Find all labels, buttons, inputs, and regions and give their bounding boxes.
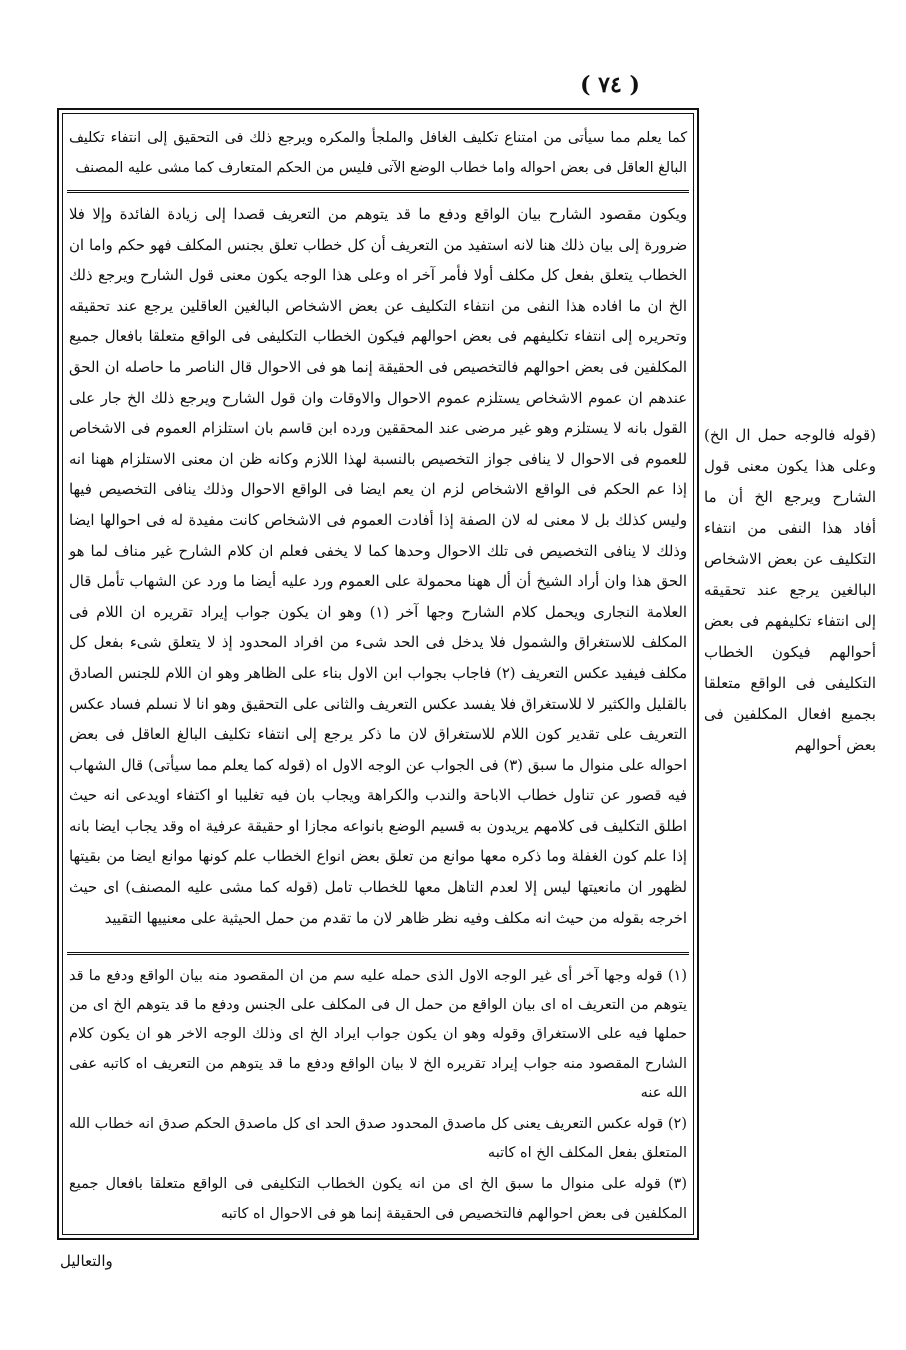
text-frame (57, 108, 699, 1240)
top-text: كما يعلم مما سيأتى من امتناع تكليف الغافل والملجأ والمكره ويرجع ذلك فى التحقيق إلى انتفاء تكليف البالغ العاقل فى بعض احواله واما خطاب الوضع الآتى فليس من الحكم المتعارف كما مشى عليه المصنف (69, 130, 687, 176)
main-paragraph: ويكون مقصود الشارح بيان الواقع ودفع ما قد يتوهم من التعريف قصدا إلى زيادة الفائدة وإلا فلا ضرورة إلى بيان ذلك هنا لانه استفيد من التعريف أن كل خطاب تعلق بجنس المكلف فهو حكم واما ان الخطاب يتعلق بفعل كل مكلف أولا فأمر آخر اه وعلى هذا الوجه يكون معنى قول الشارح ويرجع ذلك الخ ان ما افاده هذا النفى من انتفاء التكليف عن بعض الاشخاص البالغين العاقلين يرجع عند تحقيقه وتحريره إلى انتفاء تكليفهم فى بعض احوالهم فيكون الخطاب التكليفى فى الواقع متعلقا بافعال جميع المكلفين فى بعض احوالهم فالتخصيص فى الحقيقة إنما هو فى الاحوال قال الناصر ما حاصله ان الحق عندهم ان عموم الاشخاص يستلزم عموم الاحوال والاوقات وان قول الشارح ويرجع ذلك الخ جار على القول بانه لا يستلزم وهو غير مرضى عند المحققين ورده ابن قاسم بان استلزام العموم فى الاشخاص للعموم فى الاحوال لا ينافى جواز التخصيص بالنسبة لهذا اللازم وكانه ظن ان معنى الاستلزام ههنا انه إذا عم الحكم فى الواقع الاشخاص لزم ان يعم ايضا فى الواقع الاحوال وذلك ينافى التخصيص فيها وليس كذلك بل لا معنى له لان الصفة إذا أفادت العموم فى الاشخاص كانت مفيدة له فى احوالها ايضا وذلك لا ينافى التخصيص فى تلك الاحوال وحدها كما لا يخفى فعلم ان كلام الشارح غير مناف لما هو الحق هذا وان أراد الشيخ أن أل ههنا محمولة على العموم ورد عليه أيضا ما ورد عن الشهاب تأمل قال العلامة النجارى ويحمل كلام الشارح وجها آخر (١) وهو ان يكون جواب إيراد تقريره ان اللام فى المكلف للاستغراق والشمول فلا يدخل فى الحد شىء من افراد المحدود إذ لا يتعلق شىء بفعل كل مكلف فيفيد عكس التعريف (٢) فاجاب بجواب ابن الاول بناء على الظاهر وهو ان اللام للجنس الصادق بالقليل والكثير لا للاستغراق فلا يفسد عكس التعريف والثانى على التحقيق وهو انا لا نسلم فساد عكس التعريف على تقدير كون اللام للاستغراق لان ما ذكر يرجع إلى انتفاء تكليف البالغ العاقل فى بعض احواله على منوال ما سبق (٣) فى الجواب عن الوجه الاول اه (قوله كما يعلم مما سيأتى) قال الشهاب فيه قصور عن تناول خطاب الاباحة والندب والكراهة ويجاب بان فيه تغليبا او اكتفاء اويدعى انه حيث اطلق التكليف فى كلامهم يريدون به قسيم الوضع بانواعه مجازا او حقيقة عرفية اه وقد يجاب ايضا بانه إذا علم كون الغفلة وما ذكره معها موانع من تعلق بعض انواع الخطاب علم كونها موانع ايضا من بقيتها لظهور ان مانعيتها ليس إلا لعدم التاهل معها للخطاب تامل (قوله كما مشى عليه المصنف) اى حيث اخرجه بقوله من حيث انه مكلف وفيه نظر ظاهر لان ما تقدم من حمل الحيثية على معنييها التقييد (69, 206, 687, 927)
footnote-rule (67, 952, 689, 955)
footnote-1: (١) قوله وجها آخر أى غير الوجه الاول الذى حمله عليه سم من ان المقصود منه بيان الواقع ودفع ما قد يتوهم من التعريف اه اى بيان الواقع من حمل ال فى المكلف على الجنس ودفع ما قد يتوهم الخ اى من حملها فيه على الاستغراق وقوله وهو ان يكون جواب ايراد الخ اى وذلك الوجه الاخر هو ان يكون كلام الشارح المقصود منه جواب إيراد تقريره الخ لا بيان الواقع ودفع ما قد يتوهم من التعريف اه كاتبه عفى الله عنه (69, 968, 687, 1101)
main-commentary (69, 200, 687, 942)
margin-gloss: (قوله فالوجه حمل ال الخ) وعلى هذا يكون معنى قول الشارح ويرجع الخ أن ما أفاد هذا النفى من انتفاء التكليف عن بعض الاشخاص البالغين يرجع عند تحقيقه إلى انتفاء تكليفهم فى بعض أحوالهم فيكون الخطاب التكليفى فى الواقع متعلقا بجميع افعال المكلفين فى بعض أحوالهم (704, 426, 876, 754)
page-number: ( ٧٤ ) (580, 72, 640, 98)
footnotes (69, 962, 687, 1228)
footnote-2: (٢) قوله عكس التعريف يعنى كل ماصدق المحدود صدق الحد اى كل ماصدق الحكم صدق انه خطاب الله المتعلق بفعل المكلف الخ اه كاتبه (69, 1116, 687, 1162)
footnote-3: (٣) قوله على منوال ما سبق الخ اى من انه يكون الخطاب التكليفى فى الواقع متعلقا بافعال جميع المكلفين فى بعض احوالهم فالتخصيص فى الحقيقة إنما هو فى الاحوال اه كاتبه (69, 1176, 687, 1222)
top-rule (67, 190, 689, 193)
catchword: والتعاليل (60, 1252, 113, 1270)
